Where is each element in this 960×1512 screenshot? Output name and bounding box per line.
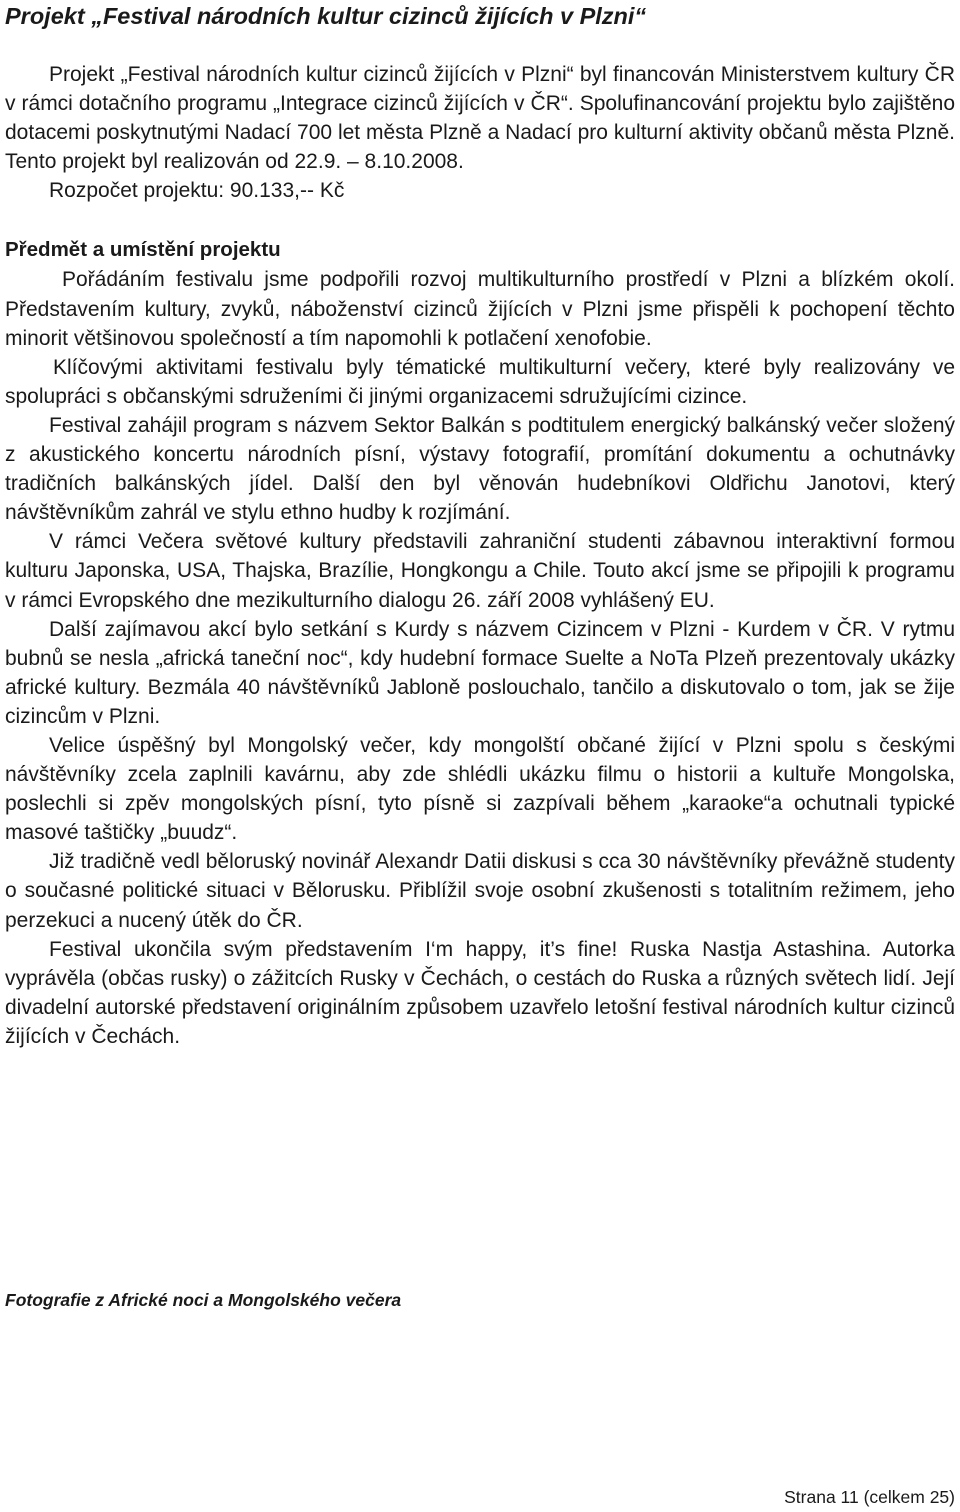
- paragraph-world-culture: V rámci Večera světové kultury představili zahraniční studenti zábavnou interaktivní formou kulturu Japonska, USA, Thajska, Brazílie, Hongkongu a Chile. Touto akcí jsme se připojili k programu v rámci Evropského dne mezikulturního dialogu 26. září 2008 vyhlášený EU.: [5, 530, 955, 612]
- page-number-footer: Strana 11 (celkem 25): [784, 1487, 955, 1507]
- photo-caption: Fotografie z Africké noci a Mongolského večera: [5, 1290, 402, 1310]
- paragraph-festival-closing: Festival ukončila svým představením I‘m happy, it’s fine! Ruska Nastja Astashina. Autorka vyprávěla (občas rusky) o zážitcích Rusky v Čechách, o cestách do Ruska a různých světech lidí. Její divadelní autorské představení originálním způsobem uzavřelo letošní festival národních kultur cizinců žijících v Čechách.: [5, 937, 955, 1048]
- section-heading: Předmět a umístění projektu: [5, 238, 281, 262]
- paragraph-balkan-evening: Festival zahájil program s názvem Sektor Balkán s podtitulem energický balkánský večer složený z akustického koncertu národních písní, výstavy fotografií, promítání dokumentu a ochutnávky tradičních balkánských jídel. Další den byl věnován hudebníkovi Oldřichu Janotovi, který návštěvníkům zahrál ve stylu ethno hudby k rozjímání.: [5, 413, 955, 525]
- paragraph-belarus-discussion: Již tradičně vedl běloruský novinář Alexandr Datii diskusi s cca 30 návštěvníky převážně studenty o současné politické situaci v Bělorusku. Přiblížil svoje osobní zkušenosti s totalitním režimem, jeho perzekuci a nucený útěk do ČR.: [5, 850, 955, 932]
- document-body: [5, 60, 955, 1051]
- intro-paragraph: Projekt „Festival národních kultur cizinců žijících v Plzni“ byl financován Ministerstvem kultury ČR v rámci dotačního programu „Integrace cizinců žijících v ČR“. Spolufinancování projektu bylo zajištěno dotacemi poskytnutými Nadací 700 let města Plzně a Nadací pro kulturní aktivity občanů města Plzně. Tento projekt byl realizován od 22.9. – 8.10.2008.: [5, 63, 955, 174]
- paragraph-festival-goals: Pořádáním festivalu jsme podpořili rozvoj multikulturního prostředí v Plzni a blízkém okolí. Představením kultury, zvyků, náboženství cizinců žijících v Plzni jsme přispěli k pochopení těchto minorit většinovou společností a tím napomohli k potlačení xenofobie.: [5, 268, 955, 350]
- paragraph-key-activities: Klíčovými aktivitami festivalu byly tématické multikulturní večery, které byly realizovány ve spolupráci s občanskými sdruženími či jinými organizacemi sdružujícími cizince.: [5, 355, 955, 408]
- document-title: Projekt „Festival národních kultur cizinců žijících v Plzni“: [5, 3, 647, 29]
- paragraph-mongolian-evening: Velice úspěšný byl Mongolský večer, kdy mongolští občané žijící v Plzni spolu s českými návštěvníky zcela zaplnili kavárnu, aby zde shlédli ukázku filmu o historii a kultuře Mongolska, poslechli si zpěv mongolských písní, tyto písně si zazpívali během „karaoke“a ochutnali typické masové taštičky „buudz“.: [5, 733, 955, 845]
- budget-line: Rozpočet projektu: 90.133,-- Kč: [49, 179, 345, 203]
- paragraph-kurdish-african: Další zajímavou akcí bylo setkání s Kurdy s názvem Cizincem v Plzni - Kurdem v ČR. V rytmu bubnů se nesla „africká taneční noc“, kdy hudební formace Suelte a NoTa Plzeň prezentovaly ukázky africké kultury. Bezmála 40 návštěvníků Jabloně poslouchalo, tančilo a diskutovalo o tom, jak se žije cizincům v Plzni.: [5, 617, 955, 728]
